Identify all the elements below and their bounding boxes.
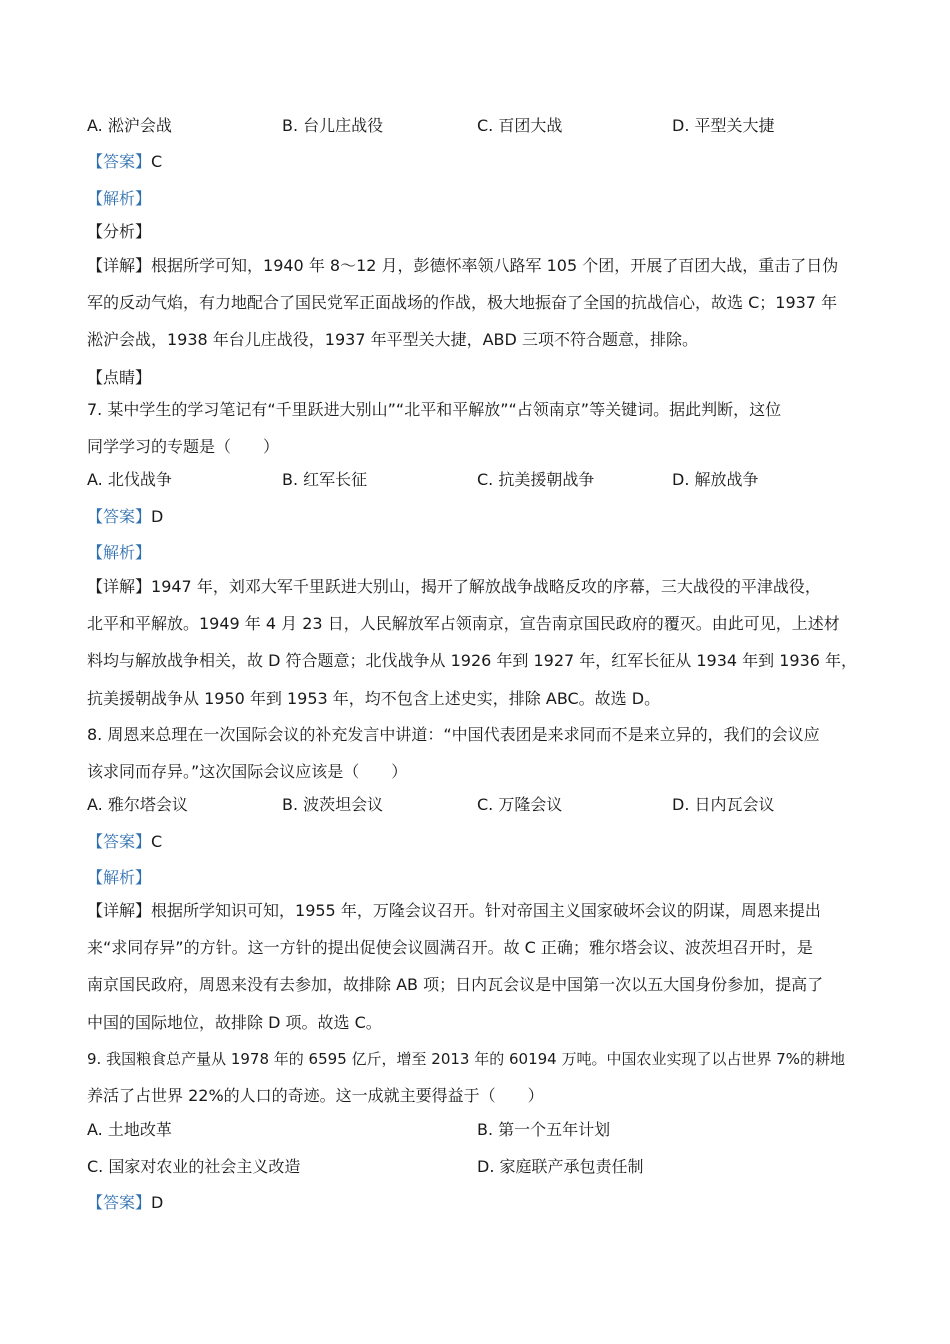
q7-detail-line-3: 料均与解放战争相关，故 D 符合题意；北伐战争从 1926 年到 1927 年，红军长征从 1934 年到 1936 年，	[87, 651, 858, 670]
q8-options	[87, 793, 867, 817]
q8-detail-line-4: 中国的国际地位，故排除 D 项。故选 C。	[87, 1013, 382, 1032]
q9-option-b: B. 第一个五年计划	[477, 1120, 611, 1139]
q7-option-b: B. 红军长征	[282, 470, 368, 489]
q6-detail-line-3: 淞沪会战，1938 年台儿庄战役，1937 年平型关大捷，ABD 三项不符合题意，排除。	[87, 330, 698, 349]
q9-option-a: A. 土地改革	[87, 1120, 172, 1139]
q8-detail-line-2: 来“求同存异”的方针。这一方针的提出促使会议圆满召开。故 C 正确；雅尔塔会议、波茨坦召开时，是	[87, 938, 813, 957]
q7-jiexi-tag: 【解析】	[87, 543, 152, 562]
q6-option-b: B. 台儿庄战役	[282, 116, 384, 135]
q9-option-d: D. 家庭联产承包责任制	[477, 1157, 644, 1176]
q7-detail-line-1	[87, 575, 867, 599]
q7-detail-line-2: 北平和平解放。1949 年 4 月 23 日，人民解放军占领南京，宣告南京国民政府的覆灭。由此可见，上述材	[87, 614, 840, 633]
q9-options-row-1	[87, 1118, 867, 1142]
answer-tag: 【答案】	[87, 507, 152, 526]
q7-option-c: C. 抗美援朝战争	[477, 470, 595, 489]
q8-option-c: C. 万隆会议	[477, 795, 563, 814]
q6-answer	[87, 150, 867, 174]
q6-fenxi-tag: 【分析】	[87, 222, 152, 241]
q7-detail-line-4: 抗美援朝战争从 1950 年到 1953 年，均不包含上述史实，排除 ABC。故选 D。	[87, 689, 661, 708]
q6-detail-line-2: 军的反动气焰，有力地配合了国民党军正面战场的作战，极大地振奋了全国的抗战信心，故选 C；1937 年	[87, 293, 838, 312]
q7-answer	[87, 505, 867, 529]
q9-answer	[87, 1191, 867, 1215]
q8-option-b: B. 波茨坦会议	[282, 795, 384, 814]
q9-stem-line-1: 9. 我国粮食总产量从 1978 年的 6595 亿斤，增至 2013 年的 60194 万吨。中国农业实现了以占世界 7%的耕地	[87, 1050, 846, 1068]
q8-stem-line-1: 8. 周恩来总理在一次国际会议的补充发言中讲道：“中国代表团是来求同而不是来立异的，我们的会议应	[87, 725, 820, 744]
detail-text: 根据所学知识可知，1955 年，万隆会议召开。针对帝国主义国家破坏会议的阴谋，周恩来提出	[151, 901, 821, 920]
q8-option-d: D. 日内瓦会议	[672, 795, 775, 814]
answer-value: C	[151, 152, 163, 171]
q8-stem-line-2: 该求同而存异。”这次国际会议应该是（ ）	[87, 762, 408, 781]
q7-options	[87, 468, 867, 492]
answer-value: D	[151, 507, 164, 526]
q7-option-d: D. 解放战争	[672, 470, 759, 489]
q9-options-row-2	[87, 1155, 867, 1179]
detail-text: 1947 年，刘邓大军千里跃进大别山，揭开了解放战争战略反攻的序幕，三大战役的平津战役，	[151, 577, 821, 596]
answer-tag: 【答案】	[87, 1193, 152, 1212]
q6-option-a: A. 淞沪会战	[87, 116, 172, 135]
q6-option-d: D. 平型关大捷	[672, 116, 775, 135]
q6-jiexi-tag: 【解析】	[87, 189, 152, 208]
q6-detail-line-1	[87, 254, 867, 278]
q6-options	[87, 114, 867, 138]
q7-stem-line-2: 同学学习的专题是（ ）	[87, 437, 280, 456]
answer-value: C	[151, 832, 163, 851]
q8-detail-line-1	[87, 899, 867, 923]
q6-dianjing-tag: 【点睛】	[87, 368, 152, 387]
detail-tag: 【详解】	[87, 901, 152, 920]
detail-tag: 【详解】	[87, 577, 152, 596]
q8-detail-line-3: 南京国民政府，周恩来没有去参加，故排除 AB 项；日内瓦会议是中国第一次以五大国身份参加，提高了	[87, 975, 824, 994]
q8-option-a: A. 雅尔塔会议	[87, 795, 188, 814]
answer-value: D	[151, 1193, 164, 1212]
answer-tag: 【答案】	[87, 152, 152, 171]
detail-tag: 【详解】	[87, 256, 152, 275]
q9-option-c: C. 国家对农业的社会主义改造	[87, 1157, 301, 1176]
q7-option-a: A. 北伐战争	[87, 470, 172, 489]
q8-answer	[87, 830, 867, 854]
q7-stem-line-1: 7. 某中学生的学习笔记有“千里跃进大别山”“北平和平解放”“占领南京”等关键词。据此判断，这位	[87, 400, 782, 419]
answer-tag: 【答案】	[87, 832, 152, 851]
q8-jiexi-tag: 【解析】	[87, 868, 152, 887]
q6-option-c: C. 百团大战	[477, 116, 563, 135]
q9-stem-line-2: 养活了占世界 22%的人口的奇迹。这一成就主要得益于（ ）	[87, 1086, 544, 1105]
detail-text: 根据所学可知，1940 年 8～12 月，彭德怀率领八路军 105 个团，开展了百团大战，重击了日伪	[151, 256, 839, 275]
